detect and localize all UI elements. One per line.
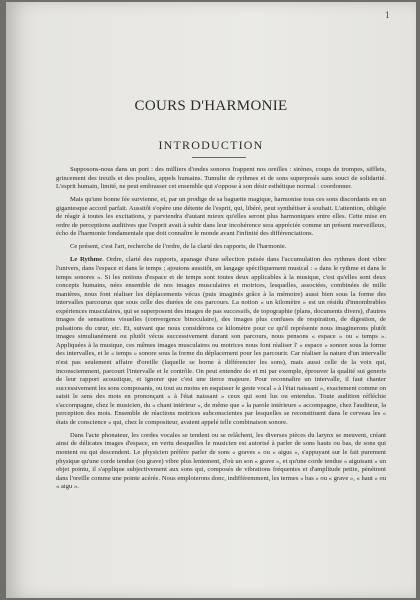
paragraph-present: Ce présent, c'est l'art, recherche de l'ordre, de la clarté des rapports, de l'harmonie. xyxy=(70,243,287,251)
paragraph-fee: Mais qu'une bonne fée survienne, et, par un prodige de sa baguette magique, harmonise tous ces sons discordants en un gigantesque accord parfait. Aussitôt s'opère une détente de l'esprit, qui, libéré, peut synthétiser à souhait. L'attention, obligée de réagir à toutes les excitations, y parviendra d'autant mieux qu'elles seront plus harmoniques entre elles. Cette mise en ordre de perceptions auditives que l'esprit avait à subir dans leur incohérence sera appréciée comme un présent merveilleux, écho de l'harmonie fondamentale que doit connaître le monde avant l'infinité des différenciations. xyxy=(56,196,386,238)
paragraph-port: Supposons-nous dans un port : des milliers d'ondes sonores frappent nos oreilles : sirènes, coups de trompes, sifflets, grincement des treuils et des poulies, appels humains. Tumulte de rythmes et de sons superposés sans souci de solidarité. L'esprit humain, limité, ne peut embrasser cet ensemble qui s'oppose à son désir esthétique normal : coordonner. xyxy=(56,166,386,191)
section-title: INTRODUCTION xyxy=(158,138,264,152)
rythme-term: Le Rythme xyxy=(70,256,103,264)
book-title: COURS D'HARMONIE xyxy=(134,98,288,114)
body-text xyxy=(56,166,386,496)
paragraph-phonateur: Dans l'acte phonateur, les cordes vocales se tendent ou se relâchent, les diverses pièces du larynx se meuvent, créant ainsi de délicates images d'espace, en vertu desquelles le musicien est autorisé à parler de sons hauts ou bas, de sons qui montent ou qui descendent. Le physicien préfère parler de sons « graves » ou « aigus », s'appuyant sur le fait purement physique qu'une corde tendue (ou grave) vibre plus lentement, d'où un son « grave », et qu'une corde tendue « aiguisant » un objet pointu, il s'applique subjectivement aux sons qui, composés de vibrations fréquentes et d'amplitude petite, pénètrent dans l'oreille comme une pointe acérée. Nous emploierons donc, indifféremment, les termes « bas » ou « grave », « haut » ou « aigu ». xyxy=(56,431,386,491)
page-number: 1 xyxy=(384,11,390,20)
rythme-text: . Ordre, clarté des rapports, apanage d'une sélection puisée dans l'accumulation des rythmes dont vibre l'univers, dans l'espace et dans le temps ; ajoutons aussitôt, en langage spécifiquement musical : « dans le rythme et dans le temps sonores ». Si les notions d'espace et de temps sont toutes deux applicables à la musique, c'est qu'elles sont deux concepts humains, nées ensemble de nos images musculaires et motrices, lesquelles, associées, combinées de mille manières, nous font réaliser les déplacements vécus (puis imaginés grâce à la mémoire) aussi bien sous la forme des intervalles parcourus que sous celle des durées de ces parcours. La notion « un kilomètre » est un résidu d'innombrables expériences musculaires, qui se superposent des images de pas successifs, de topographie (plans, documents divers), d'autres images de sensations visuelles (convergence binoculaire), des images plus confuses de respiration, de digestion, de pulsations du cœur, etc. Et, suivant que nous considérons ce kilomètre pour ce qu'il représente nous imaginerons plutôt images simultanément ou plutôt vécus successivement durant son parcours, nous pensons « espace » ou « temps ». Appliquées à la musique, ces mêmes images musculaires ou motrices nous font réaliser l' « espace » sonore sous la forme des intervalles, et le « temps » sonore sous la forme du déplacement pour les parcourir. Car réaliser la nature d'un intervalle n'est pas seulement affaire d'oreille (laquelle se borne à différencier les sons), mais aussi celle de la voix qui, inconsciemment, parcourt l'intervalle et le contrôle. On peut entendre do et mi par exemple, éprouver la qualité sui generis de leur rapport acoustique, et ignorer que c'est une tierce majeure. Pour reconnaître un intervalle, il faut chanter successivement les sons composants, ou tout au moins en esquisser le geste vocal « à l'état naissant », exactement comme on saisit le sens des mots en prononçant « à l'état naissant » ceux qui sont lus ou entendus. Toute audition réfléchie s'accompagne, chez le musicien, du « chant intérieur », de même que « la parole intérieure » accompagne, chez l'auditeur, la perception des mots. Ensemble de réactions motrices subconscientes par lesquelles se reconstituent dans le cerveau les « états de conscience » qui, chez le compositeur, avaient appelé telle combinaison sonore. xyxy=(56,256,386,426)
paragraph-rythme xyxy=(56,256,386,427)
title-rule xyxy=(192,157,246,158)
book-page xyxy=(6,2,416,598)
